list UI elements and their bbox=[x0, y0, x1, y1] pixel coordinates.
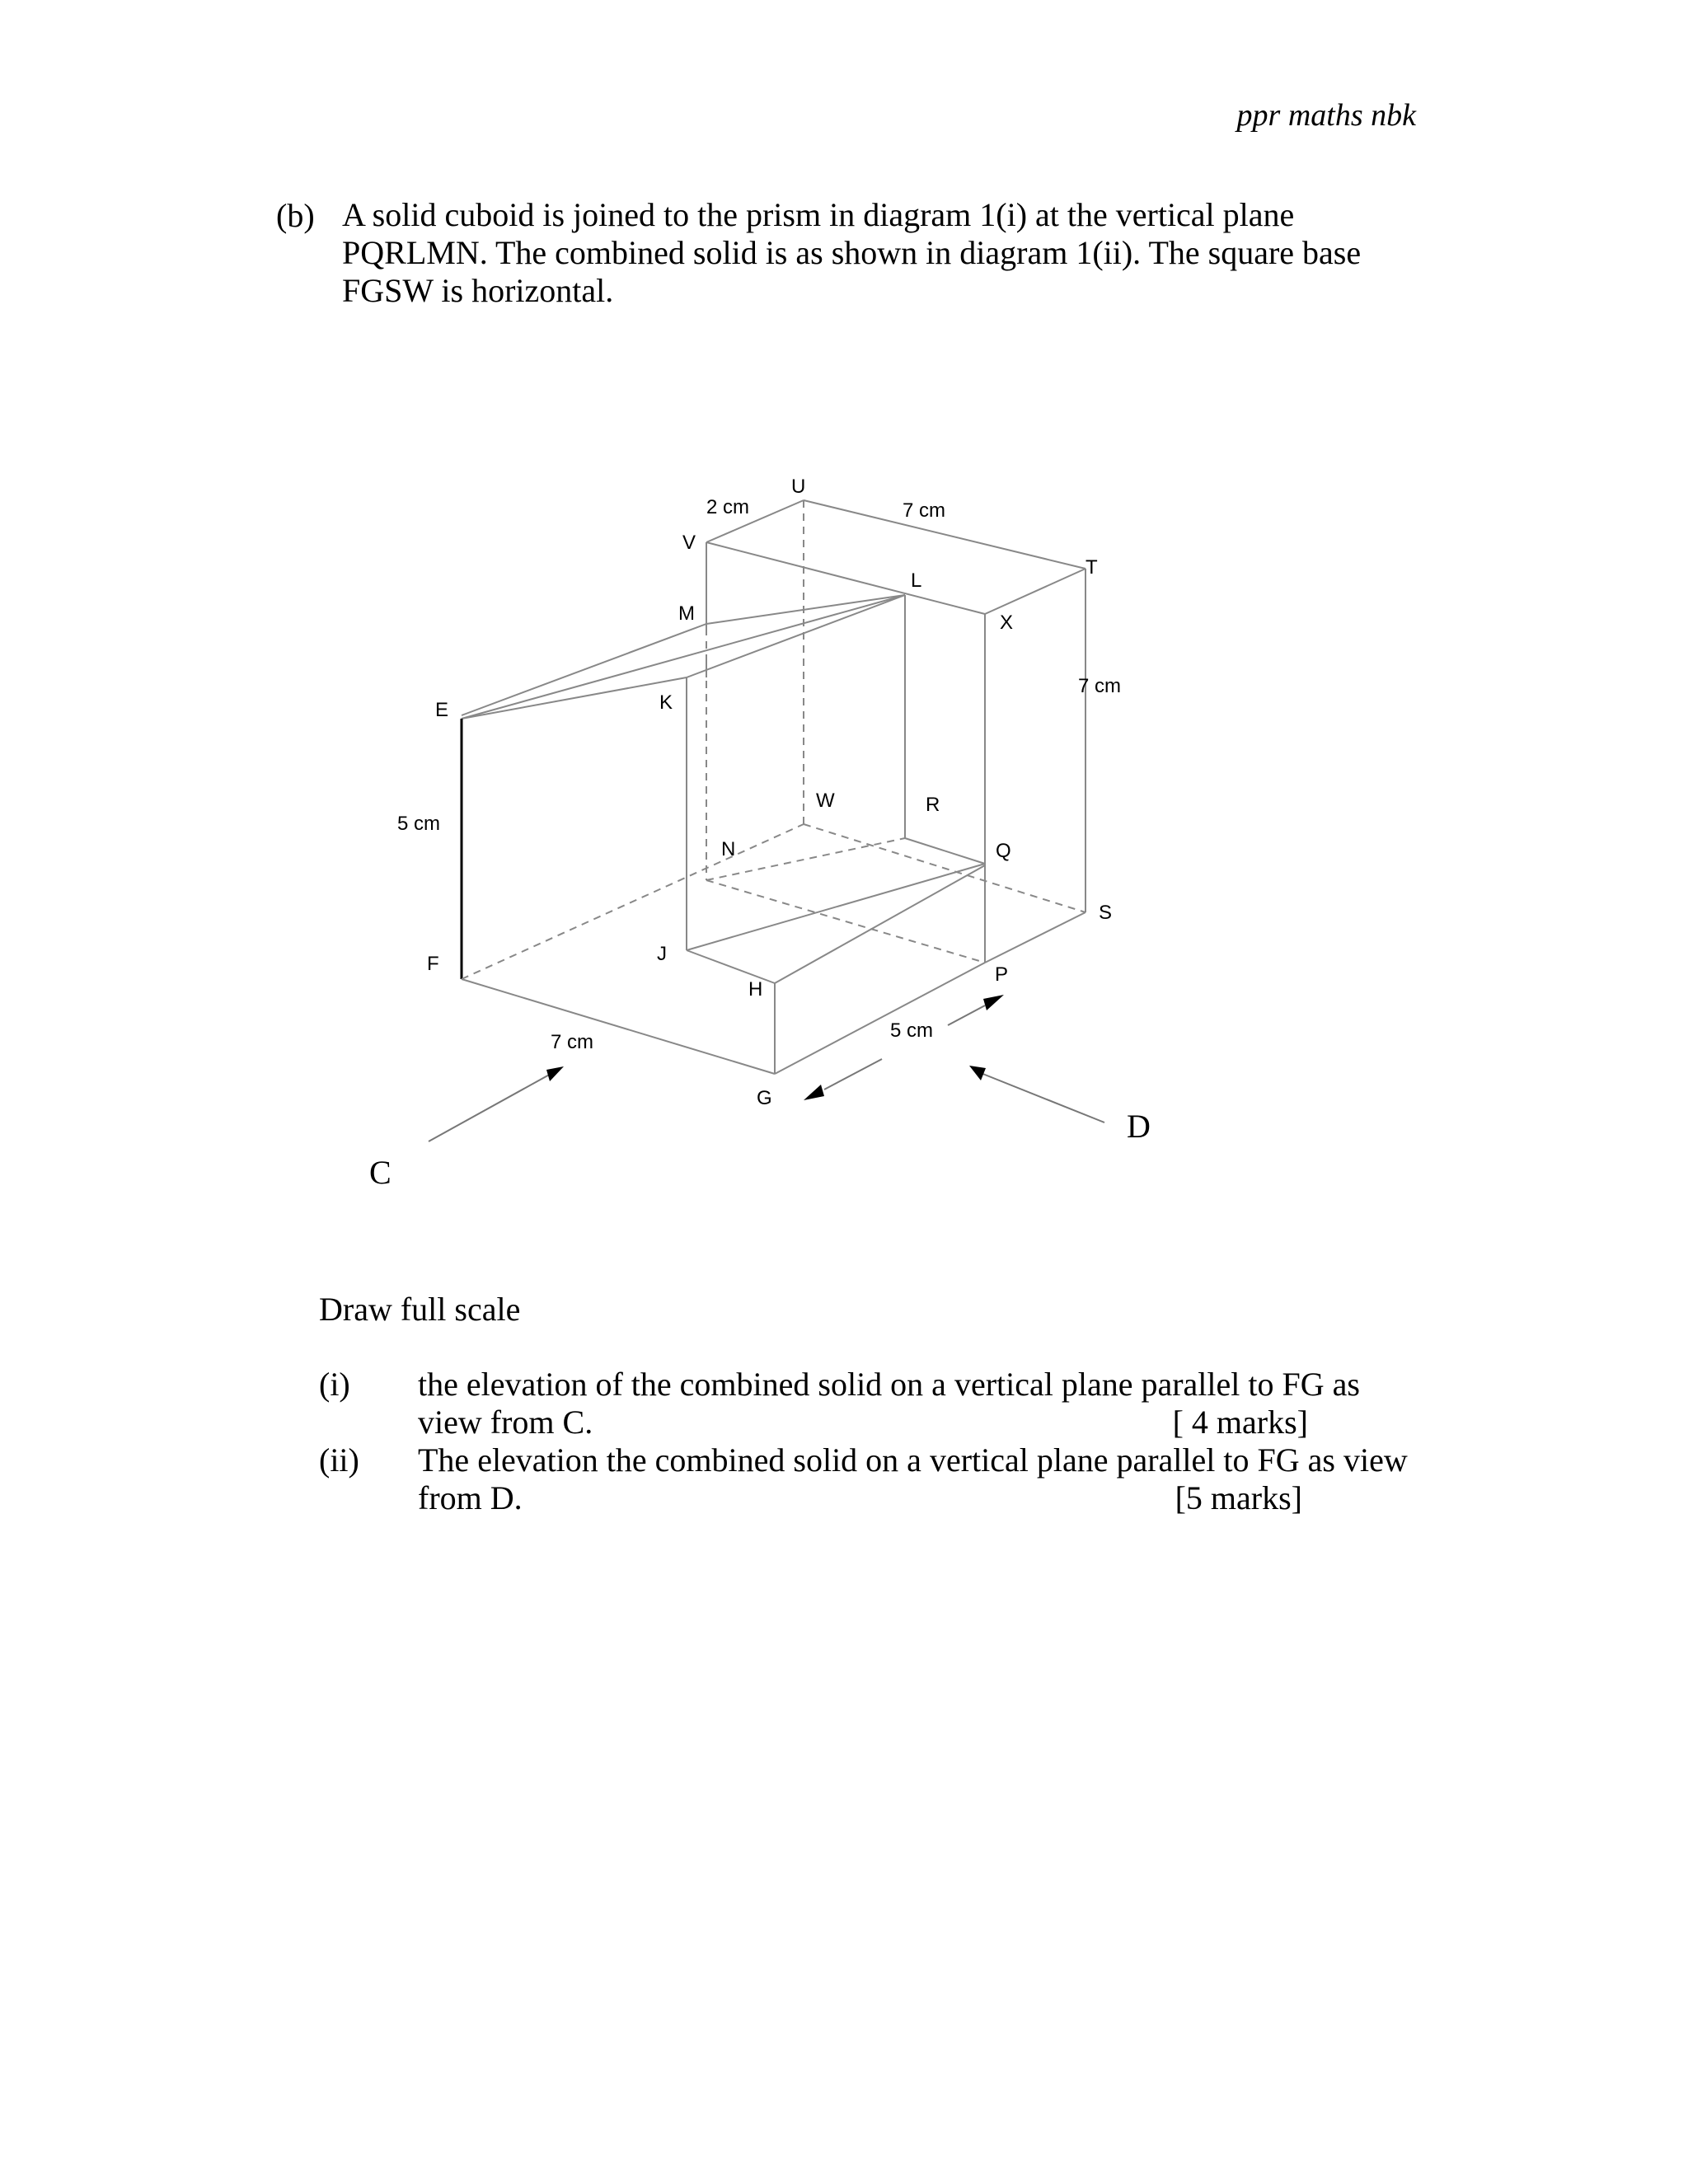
vertex-P: P bbox=[995, 963, 1009, 986]
view-c-arrowhead bbox=[546, 1066, 564, 1081]
dimension-ef: 5 cm bbox=[397, 813, 441, 835]
part-i-text-1: the elevation of the combined solid on a vertical plane parallel to FG as bbox=[418, 1366, 1360, 1403]
view-arrow-d bbox=[969, 1066, 1151, 1145]
page-header: ppr maths nbk bbox=[1236, 98, 1416, 133]
vertex-G: G bbox=[757, 1087, 772, 1109]
vertex-R: R bbox=[926, 794, 940, 816]
vertex-F: F bbox=[427, 953, 439, 975]
edge-WS bbox=[804, 824, 1085, 912]
vertex-T: T bbox=[1085, 556, 1098, 579]
hidden-edges bbox=[462, 500, 1085, 979]
part-i-marks: [ 4 marks] bbox=[1172, 1404, 1308, 1441]
edge-GP bbox=[775, 963, 985, 1074]
part-ii-line-1 bbox=[418, 1441, 1448, 1479]
vertex-M: M bbox=[678, 602, 695, 625]
part-i-number: (i) bbox=[319, 1366, 350, 1403]
edge-NR bbox=[706, 838, 905, 880]
edge-XT bbox=[985, 569, 1085, 614]
question-label: (b) bbox=[276, 197, 315, 234]
edge-JQ bbox=[687, 864, 985, 950]
part-i-line-2 bbox=[418, 1404, 1308, 1441]
gp-dimension-arrows bbox=[804, 995, 1004, 1100]
dimension-gp: 5 cm bbox=[890, 1019, 934, 1042]
part-ii-body bbox=[418, 1441, 1448, 1517]
edge-NP bbox=[706, 880, 985, 963]
edge-HQ bbox=[775, 865, 985, 983]
visible-edges bbox=[462, 500, 1085, 1074]
vertex-Q: Q bbox=[996, 840, 1011, 862]
view-arrow-c bbox=[369, 1066, 564, 1191]
instructions-title: Draw full scale bbox=[319, 1291, 521, 1328]
vertex-K: K bbox=[659, 691, 673, 714]
vertex-W: W bbox=[816, 790, 835, 812]
vertex-labels bbox=[427, 476, 1112, 1109]
view-c-label: C bbox=[369, 1154, 392, 1191]
edge-ML bbox=[706, 595, 905, 624]
vertex-X: X bbox=[1000, 612, 1014, 634]
question-line-2: PQRLMN. The combined solid is as shown in diagram 1(ii). The square base bbox=[342, 234, 1362, 271]
question-line-1: A solid cuboid is joined to the prism in diagram 1(i) at the vertical plane bbox=[342, 196, 1295, 233]
edge-FG bbox=[462, 979, 775, 1074]
dimension-labels bbox=[397, 496, 1121, 1053]
part-i-line-1 bbox=[418, 1366, 1448, 1404]
vertex-L: L bbox=[911, 569, 922, 592]
question-line-3: FGSW is horizontal. bbox=[342, 272, 614, 309]
gp-arrowhead-left bbox=[804, 1085, 824, 1100]
vertex-U: U bbox=[791, 476, 806, 498]
part-i-text-2: view from C. bbox=[418, 1404, 593, 1441]
part-ii-line-2 bbox=[418, 1479, 1302, 1517]
vertex-E: E bbox=[435, 699, 449, 721]
edge-EK bbox=[462, 677, 687, 719]
vertex-V: V bbox=[682, 532, 696, 554]
vertex-N: N bbox=[721, 838, 736, 860]
part-ii-text-1: The elevation the combined solid on a vertical plane parallel to FG as view bbox=[418, 1441, 1408, 1479]
edge-PS bbox=[985, 912, 1085, 963]
dimension-ts: 7 cm bbox=[1078, 675, 1122, 697]
view-c-arrow-line bbox=[429, 1073, 552, 1141]
gp-arrow-line-left bbox=[824, 1059, 882, 1090]
part-ii-marks: [5 marks] bbox=[1175, 1479, 1302, 1516]
vertex-J: J bbox=[657, 943, 667, 965]
view-d-arrowhead bbox=[969, 1066, 986, 1080]
part-ii-text-2: from D. bbox=[418, 1479, 523, 1516]
part-ii-number: (ii) bbox=[319, 1441, 359, 1479]
dimension-fg: 7 cm bbox=[551, 1031, 594, 1053]
edge-FW bbox=[462, 824, 804, 979]
gp-arrow-line-right bbox=[948, 1005, 985, 1025]
edge-KL bbox=[687, 595, 905, 677]
dimension-uv: 2 cm bbox=[706, 496, 750, 518]
dimension-ut: 7 cm bbox=[903, 499, 946, 522]
vertex-H: H bbox=[748, 978, 763, 1001]
part-i-body bbox=[418, 1366, 1448, 1441]
vertex-S: S bbox=[1099, 902, 1113, 924]
gp-arrowhead-right bbox=[983, 995, 1004, 1010]
view-d-label: D bbox=[1127, 1108, 1151, 1145]
view-d-arrow-line bbox=[981, 1073, 1104, 1122]
